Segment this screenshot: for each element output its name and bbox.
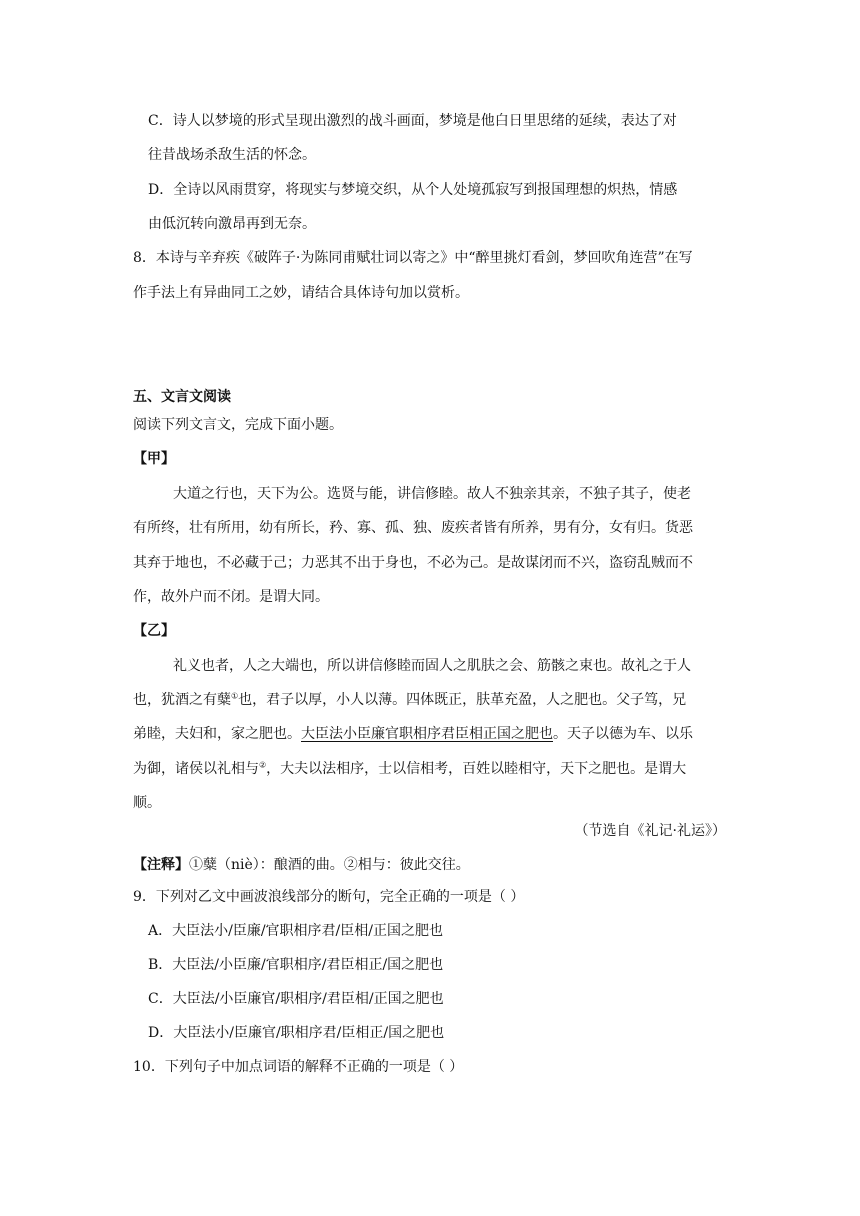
q7-option-c-line2: 往昔战场杀敌生活的怀念。 <box>148 147 316 163</box>
q10-stem: 10．下列句子中加点词语的解释不正确的一项是（ ） <box>133 1059 464 1075</box>
passage-yi-line3-a: 弟睦，夫妇和，家之肥也。 <box>133 726 301 742</box>
passage-yi-line5: 顺。 <box>133 795 161 811</box>
passage-jia-line1: 大道之行也，天下为公。选贤与能，讲信修睦。故人不独亲其亲，不独子其子，使老 <box>173 486 691 502</box>
footnote-ref-2: ② <box>259 760 267 770</box>
footnote-ref-1: ① <box>231 691 239 701</box>
q9-option-d: D．大臣法小/臣廉官/职相序君/臣相正/国之肥也 <box>148 1025 445 1041</box>
q9-stem: 9．下列对乙文中画波浪线部分的断句，完全正确的一项是（ ） <box>133 889 525 905</box>
q9-option-c: C．大臣法/小臣廉官/职相序/君臣相/正国之肥也 <box>148 991 444 1007</box>
q9-option-b: B．大臣法/小臣廉/官职相序/君臣相正/国之肥也 <box>148 957 444 973</box>
q7-option-c-line1: C．诗人以梦境的形式呈现出激烈的战斗画面，梦境是他白日里思绪的延续，表达了对 <box>148 113 677 129</box>
q7-option-d-line1: D．全诗以风雨贯穿，将现实与梦境交织，从个人处境孤寂写到报国理想的炽热，情感 <box>148 182 678 198</box>
passage-yi-line4 <box>133 759 686 779</box>
notes-label: 【注释】 <box>133 857 189 873</box>
q9-option-a: A．大臣法小/臣廉/官职相序君/臣相/正国之肥也 <box>148 923 443 939</box>
passage-jia-line4: 作，故外户而不闭。是谓大同。 <box>133 589 329 605</box>
wavy-underlined-sentence: 大臣法小臣廉官职相序君臣相正国之肥也 <box>301 726 553 742</box>
section-instruction: 阅读下列文言文，完成下面小题。 <box>133 417 343 433</box>
passage-jia-line3: 其弃于地也，不必藏于己；力恶其不出于身也，不必为己。是故谋闭而不兴，盗窃乱贼而不 <box>133 555 693 571</box>
passage-yi-line2 <box>133 690 686 710</box>
q7-option-d-line2: 由低沉转向激昂再到无奈。 <box>148 216 316 232</box>
passage-yi-line1: 礼义也者，人之大端也，所以讲信修睦而固人之肌肤之会、筋骸之束也。故礼之于人 <box>173 658 691 674</box>
q8-line1: 8．本诗与辛弃疾《破阵子·为陈同甫赋壮词以寄之》中“醉里挑灯看剑，梦回吹角连营”在写 <box>133 250 693 266</box>
passage-jia-line2: 有所终，壮有所用，幼有所长，矜、寡、孤、独、废疾者皆有所养，男有分，女有归。货恶 <box>133 520 693 536</box>
notes-text: ①糵（niè）：酿酒的曲。②相与：彼此交往。 <box>189 857 470 873</box>
passage-yi-line2-b: 也，君子以厚，小人以薄。四体既正，肤革充盈，人之肥也。父子笃，兄 <box>238 692 687 708</box>
q8-line2: 作手法上有异曲同工之妙，请结合具体诗句加以赏析。 <box>133 285 469 301</box>
passage-yi-line4-b: ，大夫以法相序，士以信相考，百姓以睦相守，天下之肥也。是谓大 <box>266 761 687 777</box>
passage-yi-line4-a: 为御，诸侯以礼相与 <box>133 761 259 777</box>
passage-source: （节选自《礼记·礼运》） <box>574 823 726 839</box>
passage-yi-label: 【乙】 <box>133 623 175 639</box>
notes <box>133 855 470 875</box>
passage-jia-label: 【甲】 <box>133 451 175 467</box>
section-title: 五、文言文阅读 <box>133 389 231 405</box>
passage-yi-line2-a: 也，犹酒之有糵 <box>133 692 231 708</box>
passage-yi-line3-b: 。天子以德为车、以乐 <box>553 726 693 742</box>
passage-yi-line3 <box>133 724 693 744</box>
